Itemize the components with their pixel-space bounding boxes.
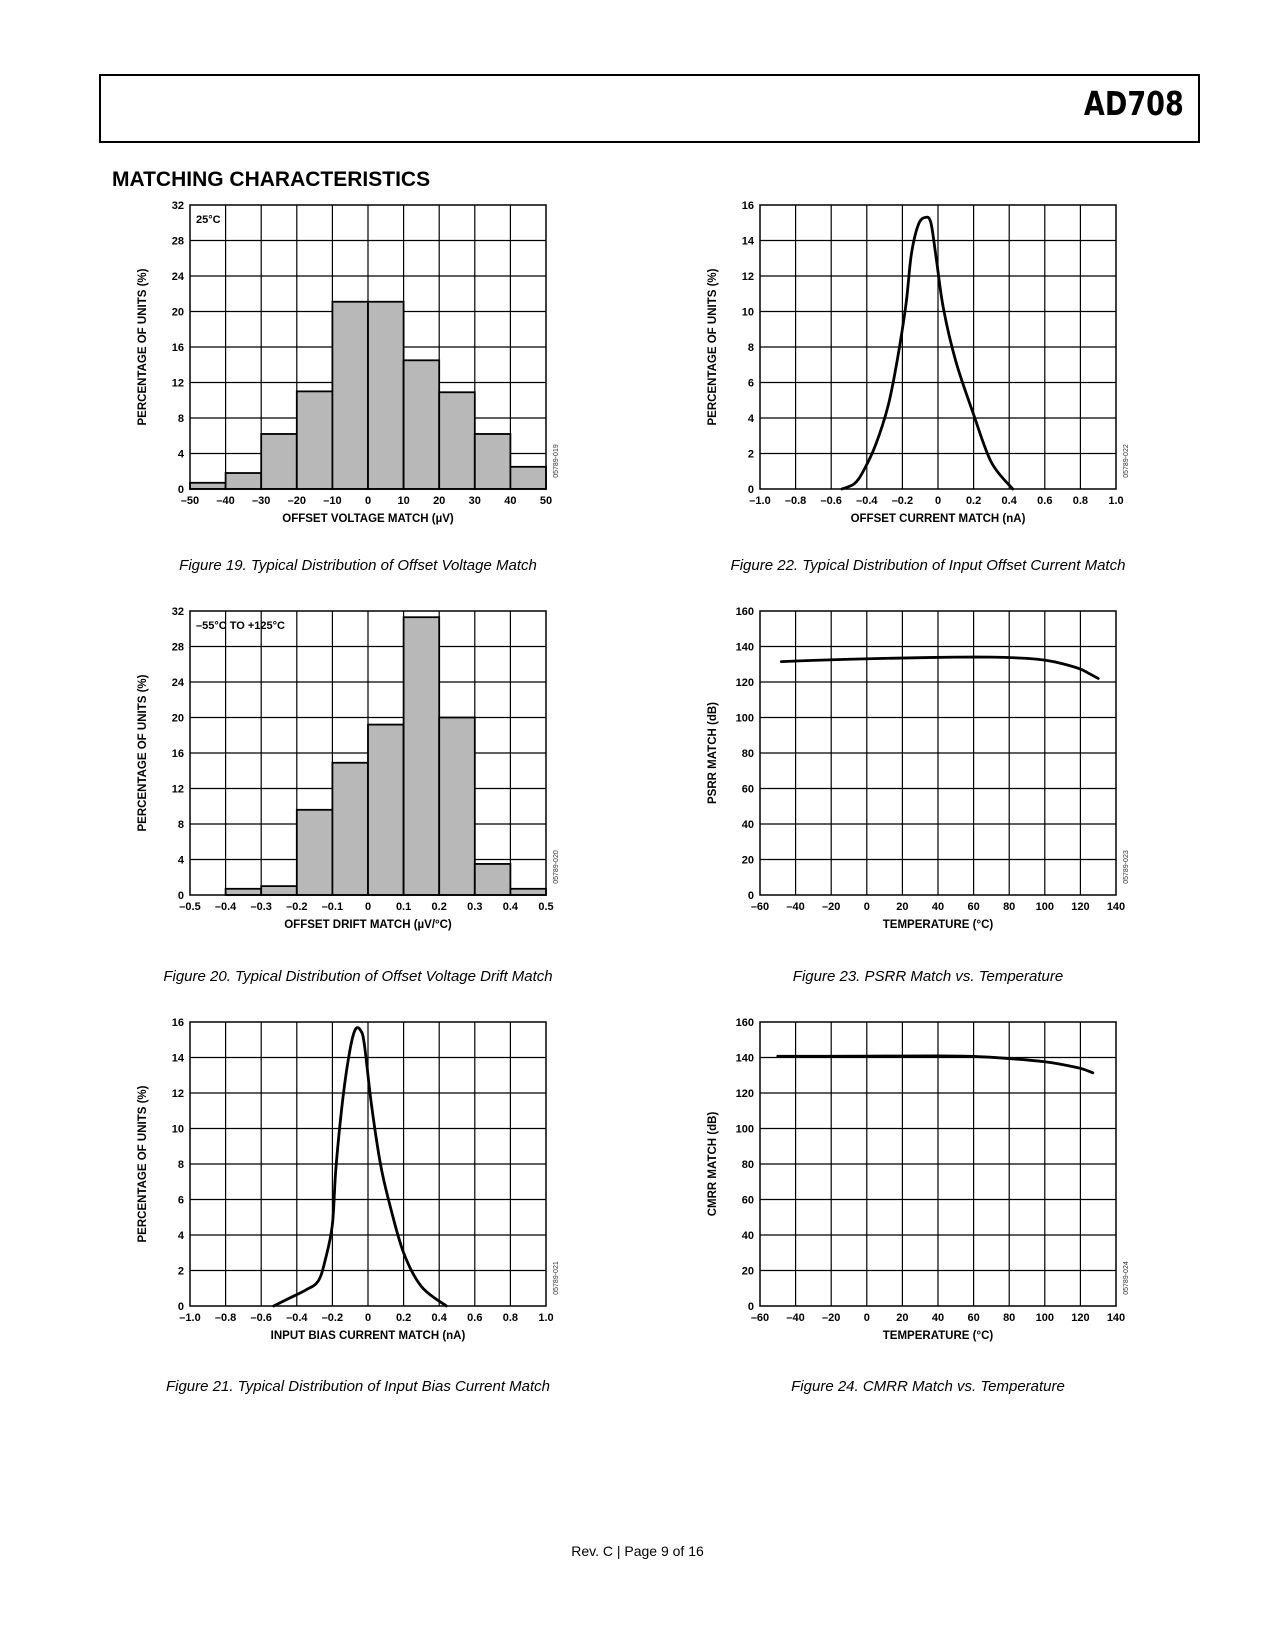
y-tick-label: 80 <box>741 1159 754 1171</box>
y-tick-label: 40 <box>741 819 754 831</box>
y-tick-label: 2 <box>177 1265 184 1278</box>
figure-20-chart <box>130 601 590 951</box>
histogram-bar <box>297 810 333 895</box>
histogram-bar <box>439 718 475 896</box>
x-tick-label: –0.4 <box>214 901 237 913</box>
x-tick-label: 50 <box>539 495 553 507</box>
y-tick-label: 16 <box>741 200 754 212</box>
y-tick-label: 120 <box>735 1088 754 1100</box>
y-tick-label: 0 <box>177 890 184 902</box>
y-tick-label: 160 <box>735 606 754 618</box>
figure-code: 05789-020 <box>553 850 560 884</box>
part-number: AD708 <box>1084 84 1184 123</box>
x-tick-label: 0 <box>934 495 942 507</box>
y-tick-label: 8 <box>747 342 754 354</box>
x-tick-label: –0.2 <box>321 1312 344 1324</box>
y-tick-label: 60 <box>741 1194 754 1207</box>
x-tick-label: 0 <box>364 495 372 507</box>
x-axis-title: OFFSET VOLTAGE MATCH (µV) <box>282 513 454 525</box>
x-tick-label: 60 <box>967 1312 980 1324</box>
histogram-bar <box>404 617 440 895</box>
figure-22-chart <box>700 195 1160 545</box>
figure-code: 05789-022 <box>1123 444 1130 478</box>
x-tick-label: 20 <box>896 901 909 913</box>
x-tick-label: –0.6 <box>250 1312 272 1324</box>
x-tick-label: –0.2 <box>891 495 914 507</box>
histogram-bar <box>368 725 404 895</box>
x-tick-label: –0.8 <box>784 495 807 507</box>
x-tick-label: –0.6 <box>820 495 842 507</box>
y-tick-label: 20 <box>741 1265 754 1278</box>
histogram-bar <box>190 483 226 489</box>
y-axis-title: PERCENTAGE OF UNITS (%) <box>707 268 719 426</box>
x-tick-label: 10 <box>397 495 410 507</box>
histogram-bar <box>404 360 440 489</box>
data-curve <box>778 1056 1093 1073</box>
y-tick-label: 40 <box>741 1230 754 1242</box>
x-tick-label: 80 <box>1003 1312 1016 1324</box>
x-tick-label: –30 <box>252 495 271 507</box>
x-tick-label: 0.4 <box>1001 495 1017 507</box>
x-tick-label: –20 <box>287 495 306 507</box>
figure-19-chart <box>130 195 590 545</box>
x-tick-label: 80 <box>1003 901 1016 913</box>
histogram-bar <box>510 889 546 895</box>
x-tick-label: 0.8 <box>1072 495 1089 507</box>
y-tick-label: 12 <box>171 1088 184 1100</box>
y-tick-label: 16 <box>171 1017 184 1029</box>
data-curve <box>842 217 1013 489</box>
x-axis-title: OFFSET CURRENT MATCH (nA) <box>850 513 1026 525</box>
figure-21-caption: Figure 21. Typical Distribution of Input Bias Current Match <box>165 1378 551 1395</box>
x-tick-label: 1.0 <box>1108 495 1124 507</box>
x-tick-label: –0.4 <box>286 1312 308 1324</box>
figure-20-caption: Figure 20. Typical Distribution of Offset Voltage Drift Match <box>163 968 553 985</box>
x-tick-label: 40 <box>931 1312 945 1324</box>
x-tick-label: 140 <box>1106 901 1126 913</box>
figure-21-chart <box>130 1012 590 1362</box>
figure-24-chart <box>700 1012 1160 1362</box>
histogram-bar <box>510 467 546 489</box>
x-tick-label: 0.6 <box>467 1312 483 1324</box>
x-tick-label: 0 <box>364 901 372 913</box>
x-tick-label: 120 <box>1071 901 1090 913</box>
y-tick-label: 8 <box>177 819 184 831</box>
figure-19-caption: Figure 19. Typical Distribution of Offset Voltage Match <box>179 557 537 574</box>
x-tick-label: 0.4 <box>502 901 519 913</box>
x-tick-label: –1.0 <box>179 1312 201 1324</box>
figure-code: 05789-021 <box>553 1261 560 1295</box>
histogram-bar <box>226 473 262 489</box>
x-tick-label: 0.2 <box>965 495 982 507</box>
y-tick-label: 100 <box>735 1123 754 1136</box>
x-tick-label: 100 <box>1035 901 1054 913</box>
temperature-annotation: 25°C <box>196 214 221 226</box>
figure-code: 05789-023 <box>1123 850 1130 884</box>
y-tick-label: 28 <box>171 641 184 654</box>
x-tick-label: –40 <box>786 901 805 913</box>
x-tick-label: 0 <box>863 1312 870 1324</box>
x-tick-label: 0.2 <box>395 1312 412 1324</box>
y-tick-label: 0 <box>747 484 754 496</box>
x-tick-label: 0.2 <box>431 901 447 913</box>
x-tick-label: 0.8 <box>502 1312 519 1324</box>
y-tick-label: 16 <box>171 748 184 760</box>
x-tick-label: 0.4 <box>431 1312 447 1324</box>
x-tick-label: –50 <box>180 495 200 507</box>
figure-22-caption: Figure 22. Typical Distribution of Input Offset Current Match <box>730 557 1126 574</box>
y-axis-title: CMRR MATCH (dB) <box>707 1111 719 1217</box>
x-tick-label: 20 <box>433 495 446 507</box>
y-tick-label: 20 <box>171 712 184 725</box>
page-footer: Rev. C | Page 9 of 16 <box>571 1543 704 1559</box>
y-tick-label: 6 <box>747 377 754 390</box>
y-tick-label: 20 <box>741 854 754 867</box>
x-tick-label: 40 <box>931 901 945 913</box>
y-tick-label: 32 <box>171 606 184 618</box>
y-tick-label: 14 <box>741 235 754 248</box>
x-axis-title: INPUT BIAS CURRENT MATCH (nA) <box>270 1330 466 1342</box>
x-tick-label: –0.1 <box>321 901 344 913</box>
x-tick-label: 120 <box>1071 1312 1090 1324</box>
y-tick-label: 60 <box>741 783 754 796</box>
y-tick-label: 0 <box>747 1301 754 1313</box>
y-tick-label: 20 <box>171 306 184 319</box>
x-tick-label: 0.6 <box>1037 495 1053 507</box>
page-header <box>99 74 1200 143</box>
x-tick-label: 20 <box>896 1312 909 1324</box>
y-tick-label: 32 <box>171 200 184 212</box>
y-tick-label: 8 <box>177 413 184 425</box>
histogram-bar <box>439 392 475 489</box>
temperature-annotation: –55°C TO +125°C <box>196 620 286 632</box>
x-tick-label: 0.5 <box>538 901 554 913</box>
x-tick-label: 1.0 <box>538 1312 554 1324</box>
histogram-bar <box>368 302 404 489</box>
y-tick-label: 10 <box>171 1123 184 1136</box>
x-tick-label: –40 <box>216 495 235 507</box>
x-tick-label: 140 <box>1106 1312 1126 1324</box>
x-tick-label: –0.2 <box>286 901 308 913</box>
x-tick-label: –1.0 <box>749 495 771 507</box>
x-tick-label: –0.5 <box>179 901 201 913</box>
y-axis-title: PSRR MATCH (dB) <box>707 702 719 804</box>
data-curve <box>274 1028 447 1306</box>
histogram-bar <box>475 434 511 489</box>
figure-24-caption: Figure 24. CMRR Match vs. Temperature <box>791 1378 1065 1395</box>
histogram-bar <box>261 886 297 895</box>
figure-code: 05789-024 <box>1123 1261 1130 1295</box>
x-tick-label: –60 <box>750 1312 770 1324</box>
y-tick-label: 12 <box>741 271 754 283</box>
data-curve <box>781 657 1098 678</box>
histogram-bar <box>332 302 368 489</box>
y-tick-label: 12 <box>171 783 184 796</box>
y-axis-title: PERCENTAGE OF UNITS (%) <box>137 1085 149 1243</box>
x-tick-label: –10 <box>323 495 342 507</box>
histogram-bar <box>332 763 368 895</box>
y-tick-label: 0 <box>177 484 184 496</box>
y-tick-label: 100 <box>735 712 754 725</box>
histogram-bar <box>226 889 262 895</box>
y-tick-label: 24 <box>171 677 184 689</box>
section-title: MATCHING CHARACTERISTICS <box>112 168 431 191</box>
y-tick-label: 4 <box>177 854 184 867</box>
y-tick-label: 160 <box>735 1017 754 1029</box>
x-tick-label: –0.8 <box>214 1312 237 1324</box>
x-axis-title: OFFSET DRIFT MATCH (µV/°C) <box>284 919 452 931</box>
figure-23-caption: Figure 23. PSRR Match vs. Temperature <box>792 968 1064 985</box>
x-tick-label: –20 <box>822 901 841 913</box>
y-tick-label: 4 <box>177 448 184 461</box>
y-tick-label: 4 <box>747 413 754 425</box>
y-tick-label: 8 <box>177 1159 184 1171</box>
y-tick-label: 10 <box>741 306 754 319</box>
y-tick-label: 2 <box>747 448 754 461</box>
x-tick-label: –20 <box>822 1312 841 1324</box>
x-tick-label: 30 <box>468 495 481 507</box>
y-tick-label: 6 <box>177 1194 184 1207</box>
y-tick-label: 120 <box>735 677 754 689</box>
x-tick-label: 0 <box>863 901 870 913</box>
y-tick-label: 16 <box>171 342 184 354</box>
x-tick-label: –60 <box>750 901 770 913</box>
y-tick-label: 0 <box>177 1301 184 1313</box>
x-tick-label: –0.4 <box>856 495 878 507</box>
x-tick-label: 60 <box>967 901 980 913</box>
y-tick-label: 4 <box>177 1230 184 1242</box>
y-tick-label: 80 <box>741 748 754 760</box>
x-tick-label: –0.3 <box>250 901 272 913</box>
y-tick-label: 140 <box>735 641 754 654</box>
y-axis-title: PERCENTAGE OF UNITS (%) <box>137 674 149 832</box>
y-tick-label: 140 <box>735 1052 754 1065</box>
y-tick-label: 12 <box>171 377 184 390</box>
y-tick-label: 24 <box>171 271 184 283</box>
x-tick-label: 0.1 <box>395 901 412 913</box>
x-axis-title: TEMPERATURE (°C) <box>882 1330 994 1342</box>
y-tick-label: 0 <box>747 890 754 902</box>
y-axis-title: PERCENTAGE OF UNITS (%) <box>137 268 149 426</box>
x-tick-label: 100 <box>1035 1312 1054 1324</box>
figure-23-chart <box>700 601 1160 951</box>
x-tick-label: 40 <box>504 495 517 507</box>
histogram-bar <box>475 864 511 895</box>
y-tick-label: 28 <box>171 235 184 248</box>
y-tick-label: 14 <box>171 1052 184 1065</box>
x-tick-label: 0 <box>364 1312 372 1324</box>
figure-code: 05789-019 <box>553 444 560 478</box>
x-axis-title: TEMPERATURE (°C) <box>882 919 994 931</box>
x-tick-label: –40 <box>786 1312 805 1324</box>
histogram-bar <box>297 391 333 489</box>
x-tick-label: 0.3 <box>467 901 483 913</box>
histogram-bar <box>261 434 297 489</box>
